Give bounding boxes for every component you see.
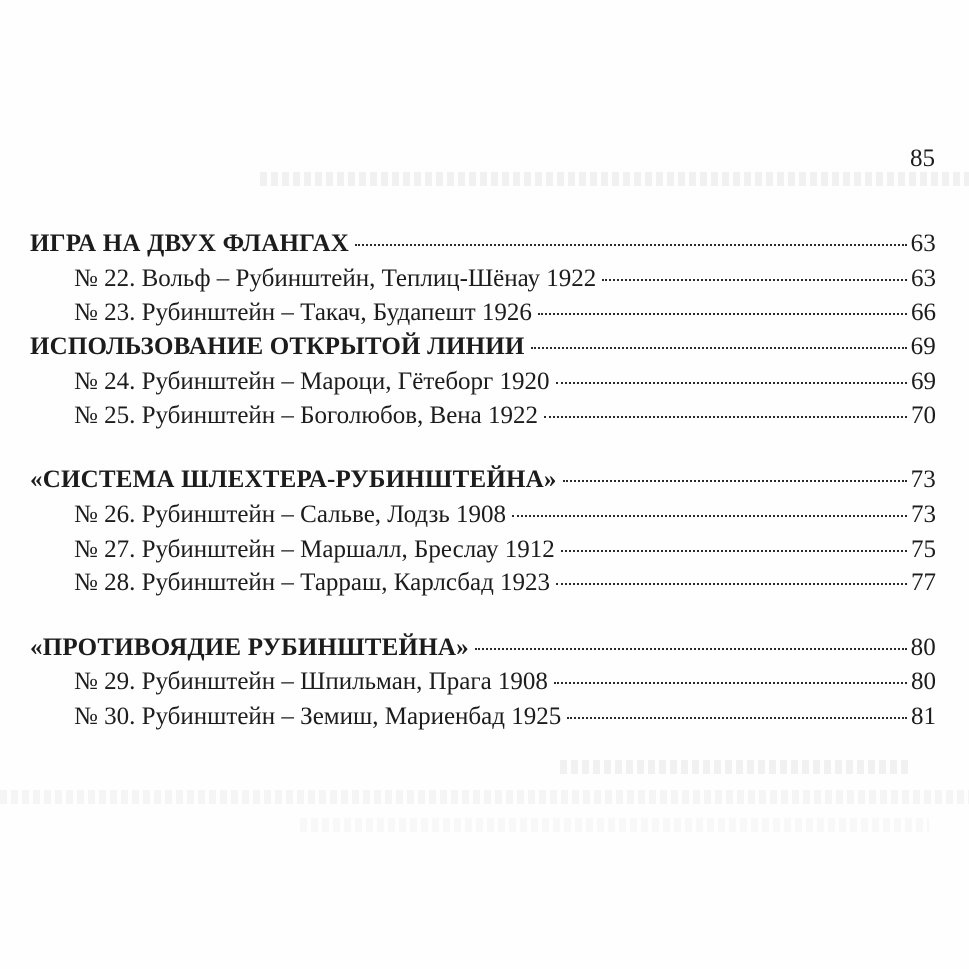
dot-leader [556,382,907,384]
toc-page-number: 77 [911,569,936,596]
dot-leader [556,583,907,585]
toc-entry[interactable] [74,262,936,296]
toc-page-number: 75 [911,536,936,563]
dot-leader [544,416,907,418]
dot-leader [531,347,907,349]
dot-leader [563,480,907,482]
toc-page-number: 63 [910,230,936,257]
toc-entry[interactable] [74,566,936,600]
toc-entry-title: № 26. Рубинштейн – Сальве, Лодзь 1908 [74,501,506,528]
bleed-through-line [0,790,969,804]
dot-leader [602,279,907,281]
toc-entry-title: № 25. Рубинштейн – Боголюбов, Вена 1922 [74,402,539,429]
toc-page-number: 80 [911,668,936,695]
dot-leader [355,244,907,246]
dot-leader [512,515,907,517]
toc-section[interactable] [30,330,936,364]
toc-entry[interactable] [74,399,936,433]
toc-entry-title: № 29. Рубинштейн – Шпильман, Прага 1908 [74,668,548,695]
dot-leader [567,717,907,719]
bleed-through-line [560,760,909,774]
toc-entry[interactable] [74,533,936,567]
toc-page-number: 73 [910,466,936,493]
toc-page-number: 73 [911,501,936,528]
toc-entry[interactable] [74,365,936,399]
dot-leader [538,313,907,315]
toc-page-number: 70 [911,402,936,429]
toc-entry-title: № 28. Рубинштейн – Тарраш, Карлсбад 1923 [74,569,551,596]
toc-page-number: 69 [911,368,936,395]
page-number: 85 [910,145,935,172]
toc-entry-title: № 24. Рубинштейн – Мароци, Гётеборг 1920 [74,368,550,395]
toc-entry-title: № 30. Рубинштейн – Земиш, Мариенбад 1925 [74,703,562,730]
toc-entry[interactable] [74,296,936,330]
toc-section-title: «ПРОТИВОЯДИЕ РУБИНШТЕЙНА» [30,634,469,661]
dot-leader [554,682,907,684]
dot-leader [475,648,907,650]
toc-page-number: 63 [911,265,936,292]
toc-page-number: 81 [911,703,936,730]
toc-entry[interactable] [74,665,936,699]
toc-section[interactable] [30,227,936,261]
toc-section[interactable] [30,463,936,497]
toc-entry-title: № 23. Рубинштейн – Такач, Будапешт 1926 [74,299,532,326]
dot-leader [561,550,907,552]
toc-entry[interactable] [74,700,936,734]
bleed-through-line [300,818,929,832]
toc-section-title: ИГРА НА ДВУХ ФЛАНГАХ [30,230,349,257]
bleed-through-line [260,172,969,186]
toc-entry[interactable] [74,498,936,532]
toc-section-title: «СИСТЕМА ШЛЕХТЕРА-РУБИНШТЕЙНА» [30,466,557,493]
toc-section[interactable] [30,631,936,665]
toc-page-number: 80 [910,634,936,661]
toc-page-number: 66 [911,299,936,326]
toc-page-number: 69 [910,333,936,360]
toc-entry-title: № 22. Вольф – Рубинштейн, Теплиц-Шёнау 1922 [74,265,597,292]
toc-section-title: ИСПОЛЬЗОВАНИЕ ОТКРЫТОЙ ЛИНИИ [30,333,525,360]
toc-entry-title: № 27. Рубинштейн – Маршалл, Бреслау 1912 [74,536,555,563]
